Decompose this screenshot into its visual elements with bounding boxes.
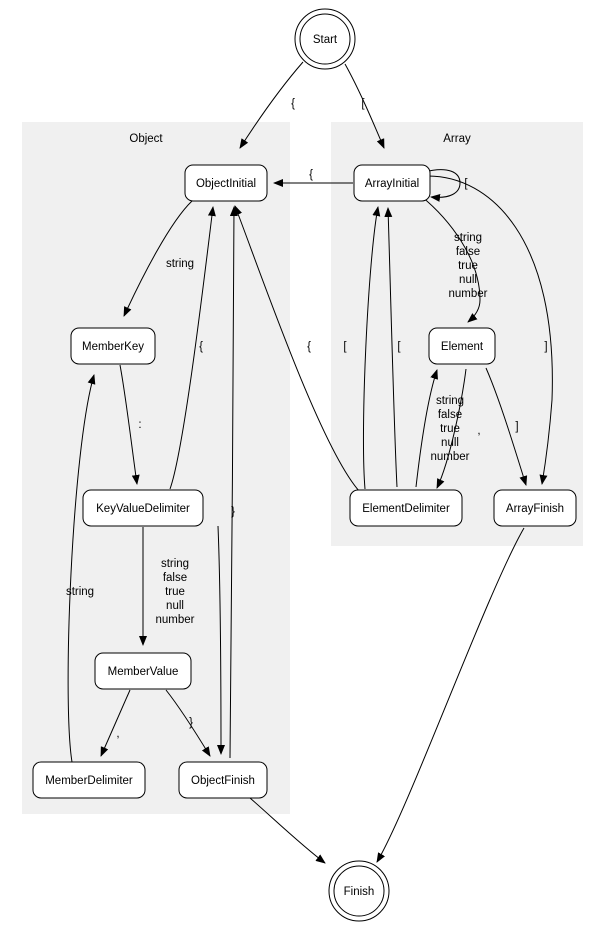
- node-object-finish[interactable]: [179, 762, 267, 798]
- edge-label-arrayinitial-values-line-3: null: [459, 274, 477, 286]
- node-member-key-label: MemberKey: [82, 341, 144, 354]
- node-finish[interactable]: [329, 861, 389, 921]
- node-element-label: Element: [440, 341, 484, 354]
- node-element-delimiter-label: ElementDelimiter: [362, 503, 450, 516]
- node-start-label: Start: [312, 34, 338, 47]
- edge-label-keyvalue-values-line-1: false: [162, 572, 188, 584]
- node-member-key[interactable]: [71, 328, 155, 364]
- cluster-object: [22, 122, 290, 814]
- node-array-finish-label: ArrayFinish: [505, 503, 565, 516]
- edge-label-start-object: {: [291, 98, 295, 110]
- node-array-initial[interactable]: [354, 165, 430, 201]
- edge-label-arrayinitial-values-line-4: number: [448, 288, 488, 300]
- edge-label-elementdelim-object: {: [307, 341, 311, 353]
- edge-label-keyvalue-values-line-0: string: [160, 558, 190, 570]
- edge-label-elementdelim-values-line-2: true: [440, 423, 460, 435]
- edge-label-array-bracket-left: [: [343, 341, 347, 353]
- node-key-value-delimiter[interactable]: [83, 490, 203, 526]
- node-array-initial-label: ArrayInitial: [364, 178, 420, 191]
- edge-label-keyvalue-object: {: [199, 341, 203, 353]
- edge-label-object-memberkey: string: [165, 258, 195, 270]
- node-member-value[interactable]: [95, 653, 191, 689]
- edge-label-elementdelim-values-line-3: null: [441, 437, 459, 449]
- edge-label-arrayinitial-values-line-0: string: [453, 232, 483, 244]
- edge-label-memberkey-delim: :: [138, 419, 142, 431]
- edge-label-element-comma: ,: [477, 425, 481, 437]
- node-member-delimiter[interactable]: [33, 762, 145, 798]
- edge-label-element-close: ]: [515, 421, 519, 433]
- edge-label-keyvalue-values-line-2: true: [165, 586, 185, 598]
- edge-label-objectfinish-brace: }: [231, 506, 235, 518]
- edge-label-elementdelim-values-line-4: number: [430, 451, 470, 463]
- edge-label-membervalue-comma: ,: [116, 728, 120, 740]
- node-element-delimiter[interactable]: [350, 490, 462, 526]
- edge-label-keyvalue-values-line-3: null: [166, 600, 184, 612]
- edge-label-memberdelim-string: string: [65, 586, 95, 598]
- edge-label-arrayinitial-values-line-2: true: [458, 260, 478, 272]
- node-start[interactable]: [295, 9, 355, 69]
- node-element[interactable]: [429, 328, 495, 364]
- cluster-object-label: Object: [129, 133, 163, 145]
- edge-label-array-bracket-right: ]: [544, 341, 548, 353]
- node-object-finish-label: ObjectFinish: [191, 775, 255, 788]
- edge-label-elementdelim-values-line-0: string: [435, 395, 465, 407]
- node-member-delimiter-label: MemberDelimiter: [45, 775, 133, 788]
- edge-label-arrayinitial-values-line-1: false: [455, 246, 481, 258]
- edge-label-array-self: [: [464, 178, 468, 190]
- node-member-value-label: MemberValue: [107, 666, 179, 679]
- cluster-array-label: Array: [443, 133, 471, 145]
- edge-label-start-array: [: [361, 98, 365, 110]
- edge-label-elementdelim-values-line-1: false: [437, 409, 463, 421]
- edge-label-membervalue-close: }: [189, 717, 193, 729]
- node-object-initial-label: ObjectInitial: [195, 178, 257, 191]
- edge-label-array-object: {: [309, 169, 313, 181]
- edge-arrayfinish-finish: [377, 528, 524, 862]
- edge-label-keyvalue-values-line-4: number: [155, 614, 195, 626]
- node-key-value-delimiter-label: KeyValueDelimiter: [96, 503, 190, 516]
- node-finish-label: Finish: [343, 886, 375, 899]
- node-array-finish[interactable]: [494, 490, 576, 526]
- node-object-initial[interactable]: [185, 165, 267, 201]
- edge-label-array-bracket-mid: [: [397, 341, 401, 353]
